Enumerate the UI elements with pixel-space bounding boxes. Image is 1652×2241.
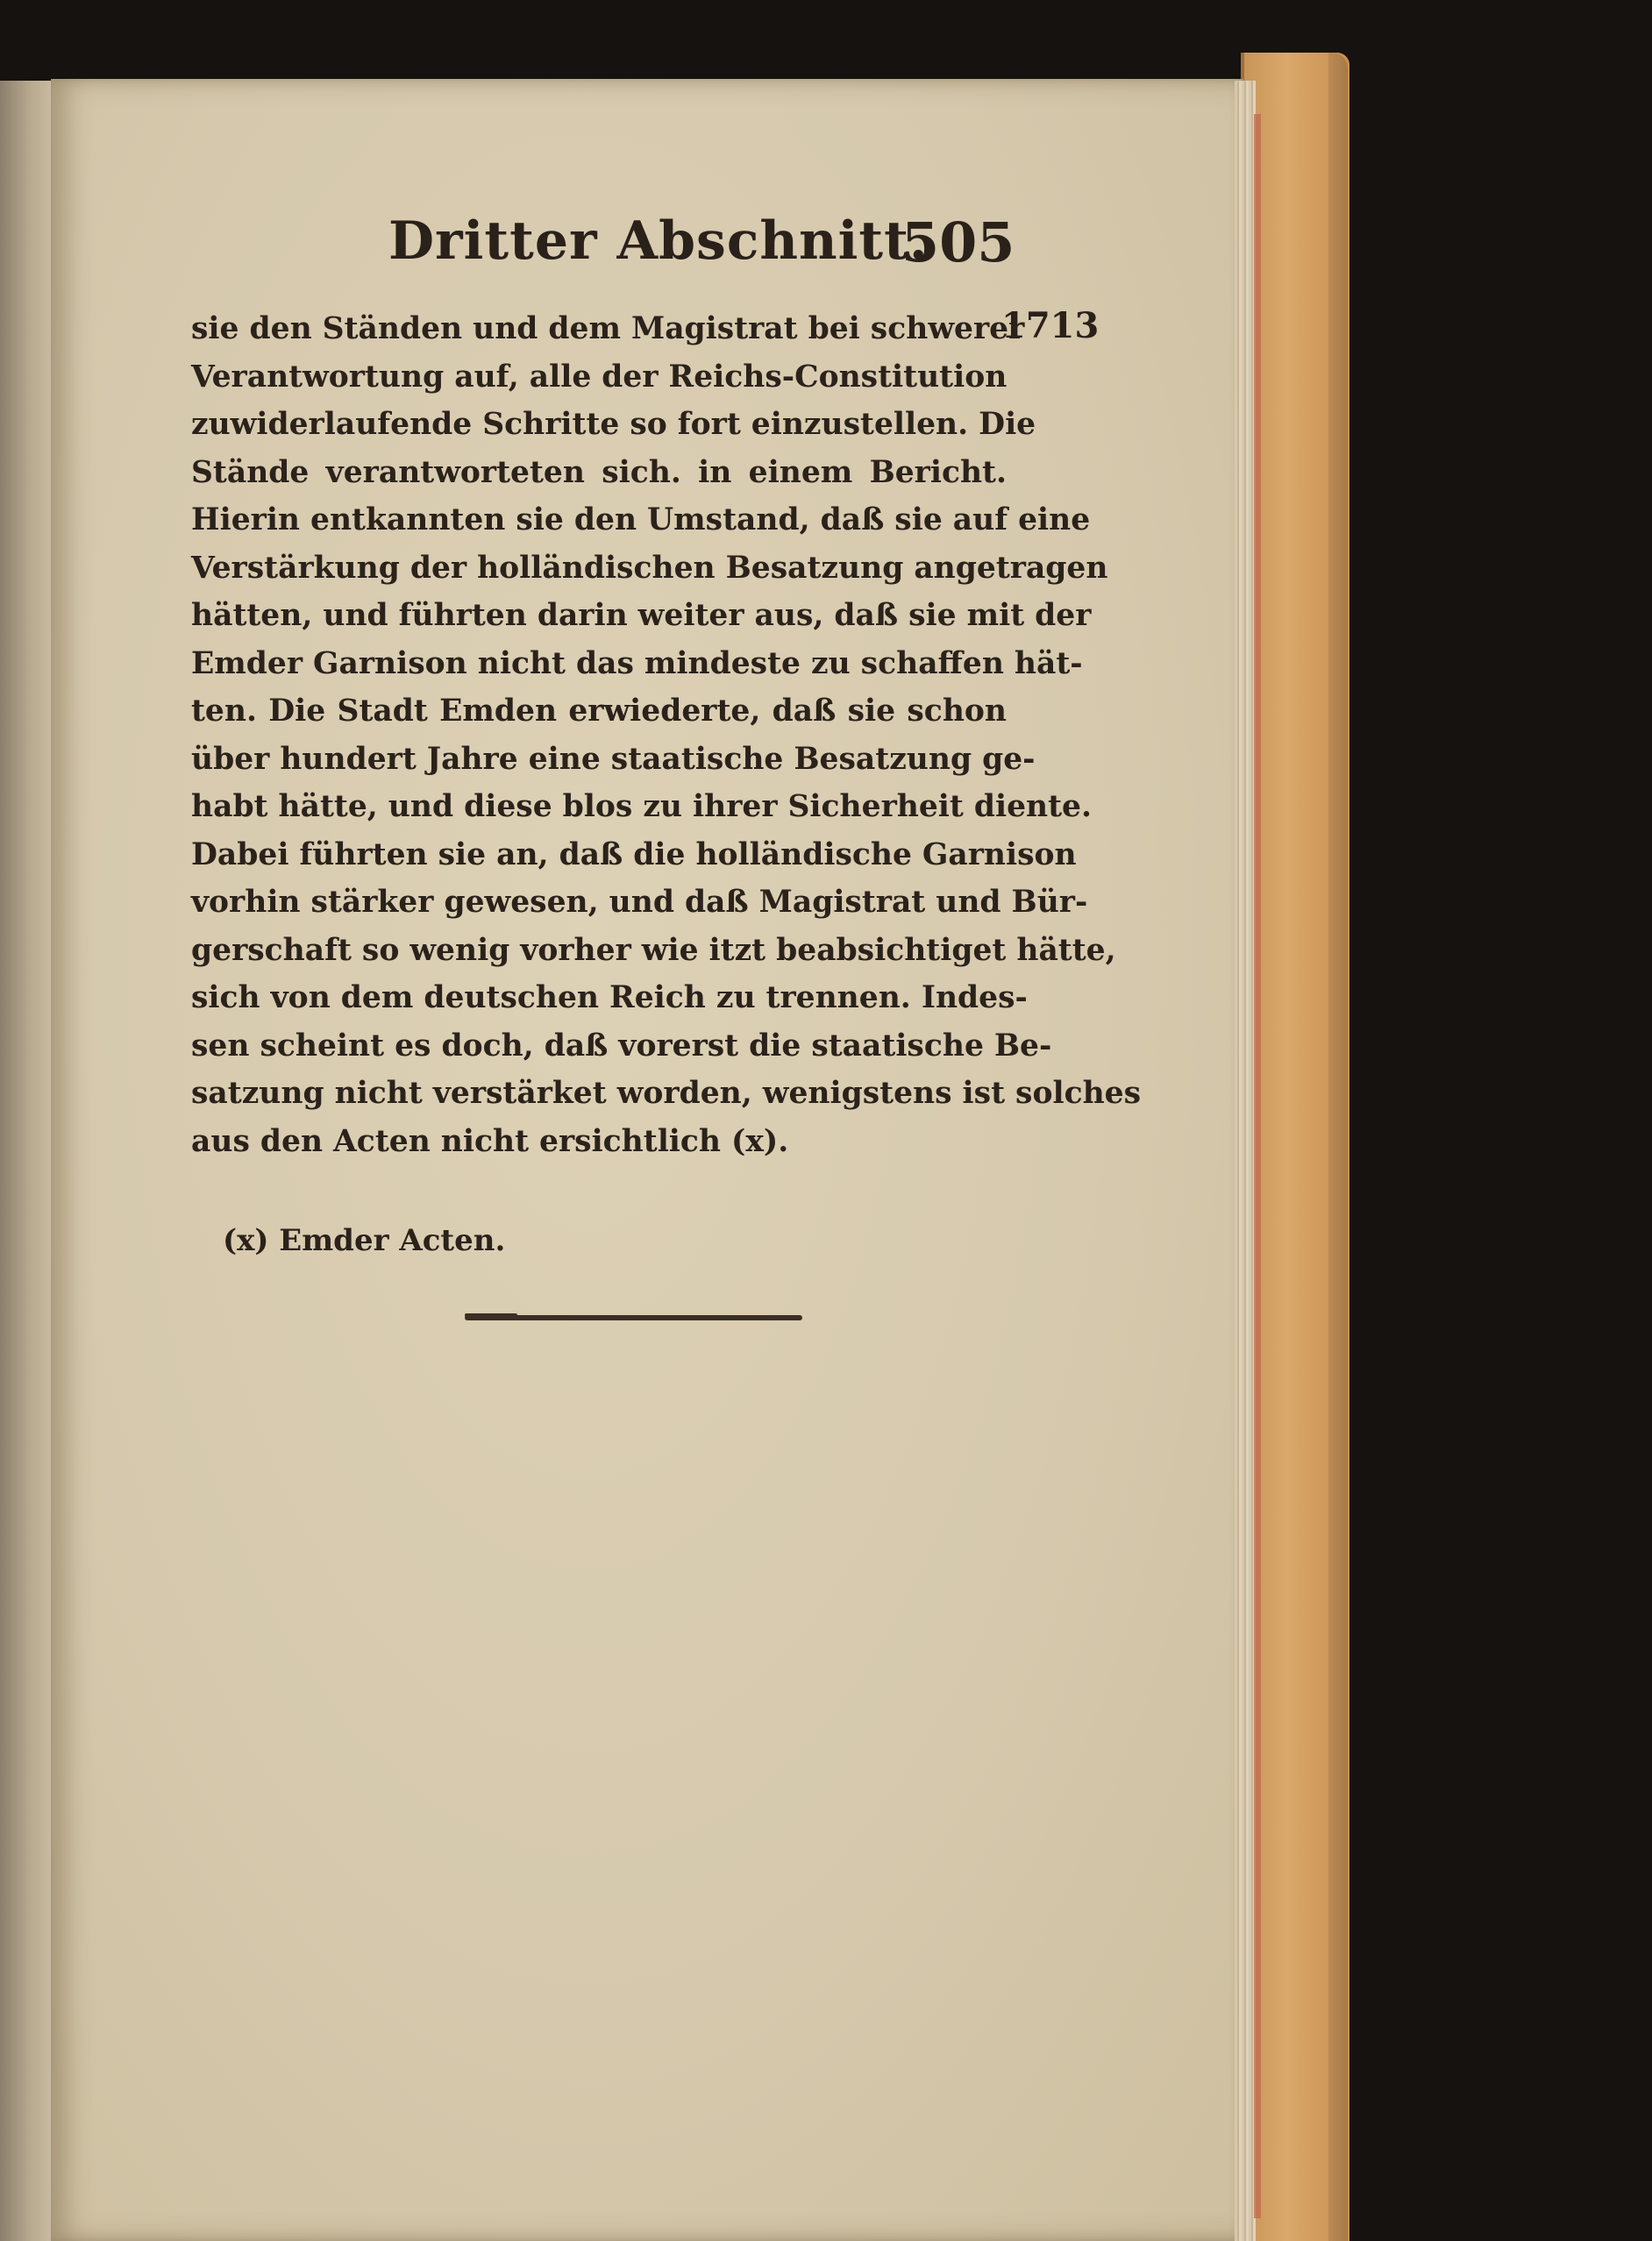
text-line: sen scheint es doch, daß vorerst die staatische Be- [191,1028,1052,1064]
text-line: ten. Die Stadt Emden erwiederte, daß sie schon [191,694,1007,729]
text-line: sie den Ständen und dem Magistrat bei schwerer [191,311,1025,346]
text-line: Verantwortung auf, alle der Reichs-Constitution [191,359,1008,395]
text-line: Verstärkung der holländischen Besatzung angetragen [191,550,1108,586]
text-line: aus den Acten nicht ersichtlich (x). [191,1123,789,1159]
section-end-rule-cap [465,1313,517,1317]
text-line: zuwiderlaufende Schritte so fort einzustellen. Die [191,407,1036,442]
page-stack-edge [1235,81,1256,2241]
book-cover-edge [1328,53,1348,2241]
text-line: Hierin entkannten sie den Umstand, daß sie auf eine [191,502,1091,537]
margin-year-note: 1713 [1001,305,1100,346]
text-line: Emder Garnison nicht das mindeste zu schaffen hät- [191,645,1083,681]
text-line: satzung nicht verstärket worden, wenigstens ist solches [191,1076,1142,1111]
page-number: 505 [901,210,1015,274]
text-line: über hundert Jahre eine staatische Besatzung ge- [191,741,1036,777]
left-page-sliver [0,81,54,2241]
running-header: Dritter Abschnitt. [388,210,929,272]
text-line: vorhin stärker gewesen, und daß Magistrat und Bür- [191,885,1088,920]
text-line: habt hätte, und diese blos zu ihrer Sicherheit diente. [191,789,1092,824]
text-line: Stände verantworteten sich. in einem Bericht. [191,454,1007,490]
footnote: (x) Emder Acten. [223,1223,506,1258]
text-line: Dabei führten sie an, daß die holländische Garnison [191,836,1077,872]
book-page [51,79,1243,2241]
text-line: hätten, und führten darin weiter aus, daß sie mit der [191,598,1092,633]
text-line: gerschaft so wenig vorher wie itzt beabsichtiget hätte, [191,932,1116,968]
text-line: sich von dem deutschen Reich zu trennen. Indes- [191,980,1028,1015]
red-page-edge [1254,114,1261,2218]
